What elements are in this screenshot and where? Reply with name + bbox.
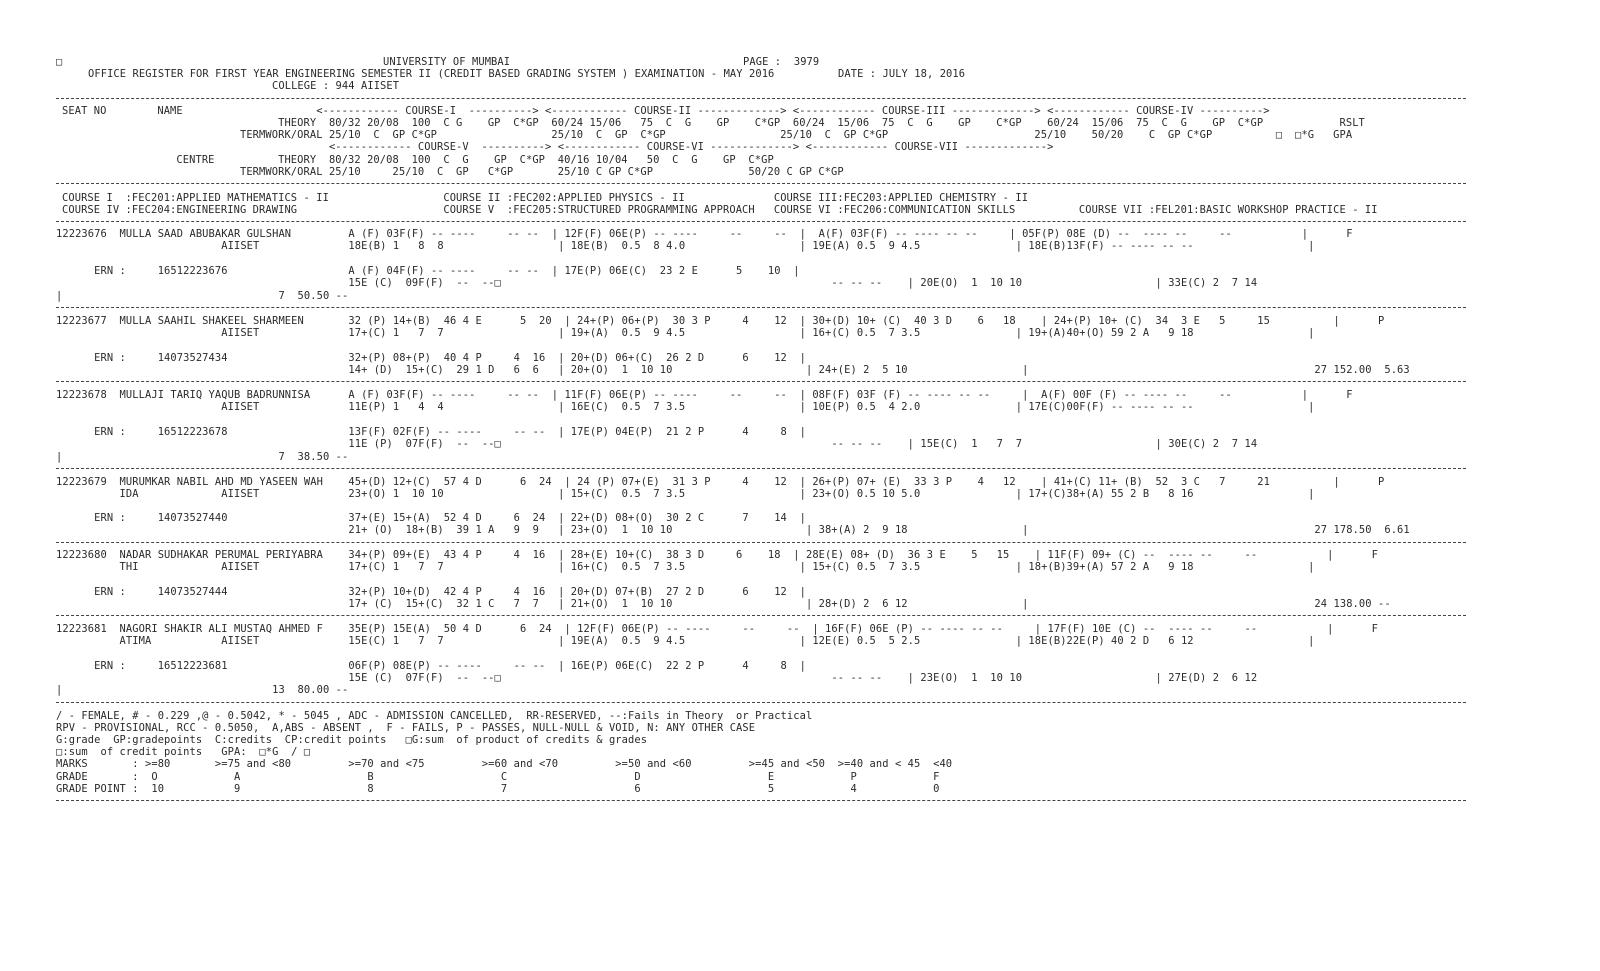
record-line: 17+ (C) 15+(C) 32 1 C 7 7 | 21+(O) 1 10 10 | 28+(D) 2 6 12 | 24 138.00 -- [56,598,1391,610]
record-line: ERN : 16512223678 13F(F) 02F(F) -- ---- -- -- | 17E(P) 04E(P) 21 2 P 4 8 | [56,426,806,438]
record-line: 12223678 MULLAJI TARIQ YAQUB BADRUNNISA A (F) 03F(F) -- ---- -- -- | 11F(F) 06E(P) -- ---- -- -- | 08F(F) 03F (F) -- ---- -- -- | A(F) 00F (F) -- ---- -- -- | F [56,389,1353,401]
divider [56,183,1466,184]
legend-line: / - FEMALE, # - 0.229 ,@ - 0.5042, * - 5045 , ADC - ADMISSION CANCELLED, RR-RESERVED, --:Fails in Theory or Practical [56,710,813,722]
record-line: 14+ (D) 15+(C) 29 1 D 6 6 | 20+(O) 1 10 10 | 24+(E) 2 5 10 | 27 152.00 5.63 [56,364,1410,376]
divider [56,381,1466,382]
record-line: 12223680 NADAR SUDHAKAR PERUMAL PERIYABRA 34+(P) 09+(E) 43 4 P 4 16 | 28+(E) 10+(C) 38 3 D 6 18 | 28E(E) 08+ (D) 36 3 E 5 15 | 11F(F) 09+ (C) -- ---- -- -- | F [56,549,1378,561]
grade-table-points: GRADE POINT : 10 9 8 7 6 5 4 0 [56,783,940,795]
record-line: 12223676 MULLA SAAD ABUBAKAR GULSHAN A (F) 03F(F) -- ---- -- -- | 12F(F) 06E(P) -- ---- -- -- | A(F) 03F(F) -- ---- -- -- | 05F(P) 08E (D) -- ---- -- -- | F [56,228,1353,240]
divider [56,702,1466,703]
register-title: OFFICE REGISTER FOR FIRST YEAR ENGINEERING SEMESTER II (CREDIT BASED GRADING SYSTEM ) EXAMINATION - MAY 2016 [88,68,775,80]
divider [56,307,1466,308]
divider [56,542,1466,543]
legend-line: RPV - PROVISIONAL, RCC - 0.5050, A,ABS - ABSENT , F - FAILS, P - PASSES, NULL-NULL & VOID, N: ANY OTHER CASE [56,722,756,734]
column-header-row: THEORY 80/32 20/08 100 C G GP C*GP 60/24 15/06 75 C G GP C*GP 60/24 15/06 75 C G GP C*GP 60/24 15/06 75 C G GP C*GP RSLT [62,117,1365,129]
record-line: 15E (C) 07F(F) -- --□ -- -- -- | 23E(O) 1 10 10 | 27E(D) 2 6 12 [56,672,1258,684]
legend-line: G:grade GP:gradepoints C:credits CP:credit points □G:sum of product of credits & grades [56,734,648,746]
column-header-row: TERMWORK/ORAL 25/10 25/10 C GP C*GP 25/10 C GP C*GP 50/20 C GP C*GP [62,166,844,178]
column-header-row: <------------ COURSE-V ----------> <------------ COURSE-VI -------------> <------------ COURSE-VII -------------> [62,141,1054,153]
record-line: | 13 80.00 -- [56,684,349,696]
grade-table-marks: MARKS : >=80 >=75 and <80 >=70 and <75 >=60 and <70 >=50 and <60 >=45 and <50 >=40 and < 45 <40 [56,758,953,770]
column-header-row: CENTRE THEORY 80/32 20/08 100 C G GP C*GP 40/16 10/04 50 C G GP C*GP [62,154,774,166]
record-line: AIISET 11E(P) 1 4 4 | 16E(C) 0.5 7 3.5 | 10E(P) 0.5 4 2.0 | 17E(C)00F(F) -- ---- -- -- | [56,401,1315,413]
record-line: 11E (P) 07F(F) -- --□ -- -- -- | 15E(C) 1 7 7 | 30E(C) 2 7 14 [56,438,1258,450]
grade-table-grade: GRADE : O A B C D E P F [56,771,940,783]
record-line: AIISET 18E(B) 1 8 8 | 18E(B) 0.5 8 4.0 | 19E(A) 0.5 9 4.5 | 18E(B)13F(F) -- ---- -- -- | [56,240,1315,252]
register-date: DATE : JULY 18, 2016 [838,68,966,80]
record-line: ERN : 16512223681 06F(P) 08E(P) -- ---- -- -- | 16E(P) 06E(C) 22 2 P 4 8 | [56,660,806,672]
divider [56,221,1466,222]
university-name: UNIVERSITY OF MUMBAI [383,56,511,68]
page-number: PAGE : 3979 [743,56,820,68]
legend-line: □:sum of credit points GPA: □*G / □ [56,746,311,758]
divider [56,800,1466,801]
record-line: ERN : 16512223676 A (F) 04F(F) -- ---- -- -- | 17E(P) 06E(C) 23 2 E 5 10 | [56,265,800,277]
record-line: ERN : 14073527440 37+(E) 15+(A) 52 4 D 6 24 | 22+(D) 08+(O) 30 2 C 7 14 | [56,512,806,524]
record-line: ERN : 14073527444 32+(P) 10+(D) 42 4 P 4 16 | 20+(D) 07+(B) 27 2 D 6 12 | [56,586,806,598]
course-list-line: COURSE IV :FEC204:ENGINEERING DRAWING COURSE V :FEC205:STRUCTURED PROGRAMMING APPROACH COURSE VI :FEC206:COMMUNICATION SKILLS COURSE VII :FEL201:BASIC WORKSHOP PRACTICE - II [62,204,1378,216]
record-line: 12223681 NAGORI SHAKIR ALI MUSTAQ AHMED F 35E(P) 15E(A) 50 4 D 6 24 | 12F(F) 06E(P) -- ---- -- -- | 16F(F) 06E (P) -- ---- -- -- | 17F(F) 10E (C) -- ---- -- -- | F [56,623,1378,635]
divider [56,615,1466,616]
divider [56,468,1466,469]
course-list-line: COURSE I :FEC201:APPLIED MATHEMATICS - II COURSE II :FEC202:APPLIED PHYSICS - II COURSE III:FEC203:APPLIED CHEMISTRY - II [62,192,1029,204]
corner-mark: □ [56,56,63,68]
record-line: ATIMA AIISET 15E(C) 1 7 7 | 19E(A) 0.5 9 4.5 | 12E(E) 0.5 5 2.5 | 18E(B)22E(P) 40 2 D 6 12 | [56,635,1315,647]
record-line: 15E (C) 09F(F) -- --□ -- -- -- | 20E(O) 1 10 10 | 33E(C) 2 7 14 [56,277,1258,289]
record-line: AIISET 17+(C) 1 7 7 | 19+(A) 0.5 9 4.5 | 16+(C) 0.5 7 3.5 | 19+(A)40+(O) 59 2 A 9 18 | [56,327,1315,339]
record-line: ERN : 14073527434 32+(P) 08+(P) 40 4 P 4 16 | 20+(D) 06+(C) 26 2 D 6 12 | [56,352,806,364]
record-line: 12223679 MURUMKAR NABIL AHD MD YASEEN WAH 45+(D) 12+(C) 57 4 D 6 24 | 24 (P) 07+(E) 31 3 P 4 12 | 26+(P) 07+ (E) 33 3 P 4 12 | 41+(C) 11+ (B) 52 3 C 7 21 | P [56,476,1385,488]
divider [56,98,1466,99]
record-line: | 7 50.50 -- [56,290,349,302]
record-line: IDA AIISET 23+(O) 1 10 10 | 15+(C) 0.5 7 3.5 | 23+(O) 0.5 10 5.0 | 17+(C)38+(A) 55 2 B 8 16 | [56,488,1315,500]
record-line: | 7 38.50 -- [56,451,349,463]
column-header-row: SEAT NO NAME <------------ COURSE-I ----------> <------------ COURSE-II -------------> <------------ COURSE-III -------------> <------------ COURSE-IV ----------> [62,105,1270,117]
record-line: THI AIISET 17+(C) 1 7 7 | 16+(C) 0.5 7 3.5 | 15+(C) 0.5 7 3.5 | 18+(B)39+(A) 57 2 A 9 18 | [56,561,1315,573]
column-header-row: TERMWORK/ORAL 25/10 C GP C*GP 25/10 C GP C*GP 25/10 C GP C*GP 25/10 50/20 C GP C*GP □ □*G GPA [62,129,1353,141]
record-line: 12223677 MULLA SAAHIL SHAKEEL SHARMEEN 32 (P) 14+(B) 46 4 E 5 20 | 24+(P) 06+(P) 30 3 P 4 12 | 30+(D) 10+ (C) 40 3 D 6 18 | 24+(P) 10+ (C) 34 3 E 5 15 | P [56,315,1385,327]
record-line: 21+ (O) 18+(B) 39 1 A 9 9 | 23+(O) 1 10 10 | 38+(A) 2 9 18 | 27 178.50 6.61 [56,524,1410,536]
college-code: COLLEGE : 944 AIISET [272,80,400,92]
